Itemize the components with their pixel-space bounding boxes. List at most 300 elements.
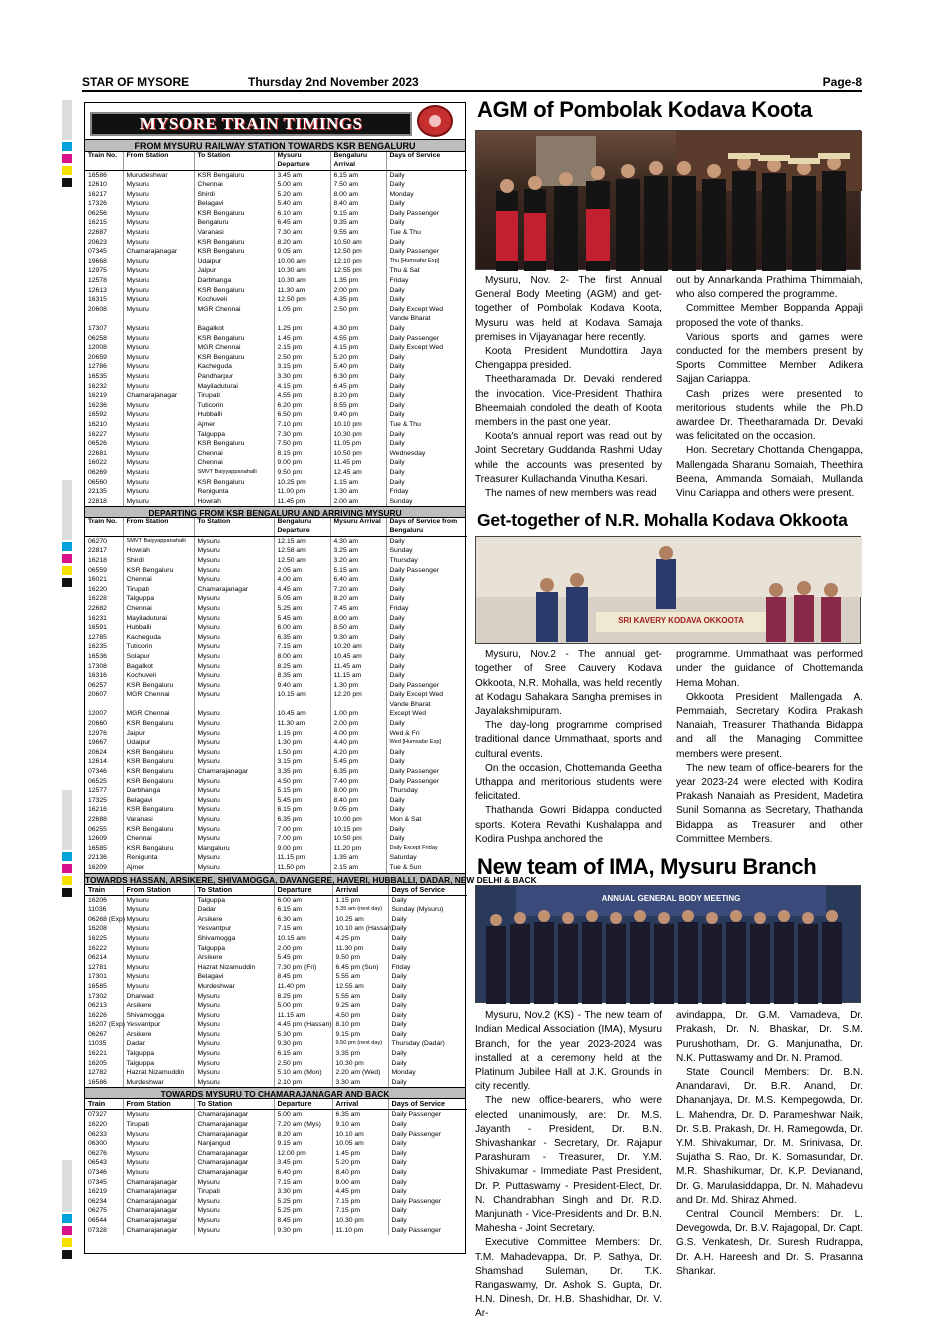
train-cell: Chamarajanagar: [194, 1149, 274, 1159]
train-cell: KSR Bengaluru: [194, 170, 274, 180]
train-cell: Daily Except Wed: [386, 690, 467, 700]
train-cell: 8.45 pm: [274, 972, 332, 982]
train-cell: Mysuru: [194, 1039, 274, 1049]
registration-strip: [62, 100, 72, 140]
train-cell: Yesvantpur: [123, 1020, 194, 1030]
train-cell: Daily: [386, 199, 467, 209]
train-cell: Shivamogga: [194, 934, 274, 944]
train-cell: 20608: [88, 305, 107, 313]
train-cell: Arsikere: [194, 915, 274, 925]
train-cell: Daily: [388, 1078, 467, 1088]
train-cell: 4.25 pm: [332, 934, 388, 944]
train-cell: 2.50 pm: [330, 305, 386, 315]
train-row: [85, 757, 467, 767]
train-cell: 1.15 am: [330, 478, 386, 488]
train-cell: 11.15 am: [274, 1011, 332, 1021]
train-cell: 16220: [88, 1121, 107, 1129]
train-cell: Renigunta: [194, 487, 274, 497]
train-cell: Daily: [386, 218, 467, 228]
train-row: [85, 468, 467, 478]
train-cell: KSR Bengaluru: [123, 748, 194, 758]
train-cell: Thursday (Dadar): [388, 1039, 467, 1049]
train-cell: 2.00 pm: [274, 944, 332, 954]
column-header: Days of Service: [386, 152, 467, 170]
train-cell: Mysuru: [194, 623, 274, 633]
train-row: [85, 1078, 467, 1088]
train-cell: 5.25 pm: [274, 1206, 332, 1216]
train-cell: 10.30 pm: [332, 1059, 388, 1069]
train-row: [85, 924, 467, 934]
train-cell: Daily: [388, 1011, 467, 1021]
article-paragraph: The new team of office-bearers for the year 2023-24 were elected with Kodira Prakash Nanaiah as President, Madetira Sunil Somanna as Secretary, Thathanda Bidappa as Treasurer and other Committee Members.: [676, 762, 863, 845]
train-cell: 10.25 am: [332, 915, 388, 925]
train-cell: Kacheguda: [123, 633, 194, 643]
train-cell: 9.00 pm: [274, 458, 330, 468]
train-cell: Jaipur: [194, 266, 274, 276]
train-cell: Mysuru: [123, 449, 194, 459]
train-cell: 7.40 pm: [330, 777, 386, 787]
article-paragraph: programme. Ummathaat was performed under the guidance of Chottemanda Hema Mohan.: [676, 649, 863, 689]
train-row: [85, 170, 467, 180]
timings-banner: [85, 103, 465, 139]
train-cell: Wed [Humsafar Exp]: [386, 738, 467, 748]
train-cell: 9.35 am: [330, 218, 386, 228]
train-cell: Daily Passenger: [386, 247, 467, 257]
train-row: [85, 614, 467, 624]
train-cell: 22136: [88, 854, 107, 862]
train-cell: 4.40 pm: [330, 738, 386, 748]
train-cell: 5.45 pm: [274, 953, 332, 963]
train-row: [85, 575, 467, 585]
train-cell: 22681: [88, 449, 107, 457]
train-cell: Mysuru: [123, 382, 194, 392]
train-cell: 10.10 pm: [330, 420, 386, 430]
train-cell: 16022: [88, 459, 107, 467]
train-cell: Mysuru: [123, 963, 194, 973]
column-header: Days of Service from Bengaluru: [386, 518, 467, 536]
train-cell: Chamarajanagar: [194, 1120, 274, 1130]
train-cell: 6.35 pm: [330, 767, 386, 777]
train-cell: Mysuru: [194, 556, 274, 566]
train-cell: 8.15 pm: [274, 449, 330, 459]
train-cell: 7.10 pm: [274, 420, 330, 430]
train-cell: Daily: [386, 324, 467, 334]
train-cell: Mysuru: [123, 982, 194, 992]
article-paragraph: Mysuru, Nov.2 - The annual get-together of Sree Cauvery Kodava Okkoota, N.R. Mohalla, was held recently at Kodagu Sahakara Sangha premises in Jayalakshmipuram.: [475, 649, 662, 718]
train-cell: Daily: [386, 614, 467, 624]
article-paragraph: Okkoota President Mallengada A. Pemmaiah, Secretary Kodira Prakash Nanaiah, Treasurer Thathanda Bidappa and all the Managing Committee members were present.: [676, 691, 863, 760]
train-cell: Daily: [388, 1149, 467, 1159]
train-cell: 9.00 am: [332, 1178, 388, 1188]
train-cell: Chamarajanagar: [123, 1216, 194, 1226]
train-cell: Chamarajanagar: [123, 1226, 194, 1236]
train-row: [85, 1001, 467, 1011]
train-cell: 8.20 pm: [330, 391, 386, 401]
train-cell: 06256: [88, 209, 107, 217]
train-cell: 12007: [88, 710, 107, 718]
train-row: [85, 805, 467, 815]
train-cell: Mysuru: [194, 1059, 274, 1069]
column-header: Days of Service: [388, 1099, 467, 1110]
train-cell: 3.45 pm: [274, 1158, 332, 1168]
train-cell: Tirupati: [194, 391, 274, 401]
train-cell: Daily: [386, 536, 467, 546]
train-cell: 11036: [88, 906, 107, 914]
train-cell: 5.00 pm: [274, 1001, 332, 1011]
train-cell: 6.45 am: [274, 218, 330, 228]
train-cell: Chamarajanagar: [194, 1110, 274, 1120]
train-cell: 12786: [88, 363, 107, 371]
train-cell: Daily: [386, 468, 467, 478]
train-cell: Daily: [386, 410, 467, 420]
train-row: [85, 1158, 467, 1168]
train-cell: 6.40 am: [330, 575, 386, 585]
train-cell: Mayiladuturai: [194, 382, 274, 392]
train-cell: 12.50 am: [274, 556, 330, 566]
train-cell: Talguppa: [194, 895, 274, 905]
section-title: TOWARDS HASSAN, ARSIKERE, SHIVAMOGGA, DAVANGERE, HAVERI, HUBBALLI, DADAR, NEW DELHI & BACK: [85, 874, 537, 885]
train-row: [85, 982, 467, 992]
train-cell: 1.45 pm: [332, 1149, 388, 1159]
train-cell: Thursday: [386, 786, 467, 796]
train-cell: KSR Bengaluru: [194, 209, 274, 219]
train-cell: Daily: [386, 757, 467, 767]
train-cell: 12613: [88, 286, 107, 294]
train-row: [85, 458, 467, 468]
train-cell: KSR Bengaluru: [194, 247, 274, 257]
train-cell: Mysuru: [194, 604, 274, 614]
train-cell: Mysuru: [123, 1158, 194, 1168]
train-cell: Talguppa: [123, 594, 194, 604]
train-cell: Howrah: [123, 546, 194, 556]
train-cell: Daily: [386, 439, 467, 449]
train-cell: Sunday: [386, 546, 467, 556]
train-cell: 16586: [88, 1078, 107, 1086]
train-cell: Renigunta: [123, 853, 194, 863]
train-cell: Mysuru: [123, 1139, 194, 1149]
train-cell: 10.10 am (Hassan): [332, 924, 388, 934]
train-cell: 12.55 am: [332, 982, 388, 992]
train-cell: Mysuru: [194, 757, 274, 767]
train-cell: 9.50 pm: [274, 468, 330, 478]
train-row: [85, 1110, 467, 1120]
train-cell: Sunday (Mysuru): [388, 905, 467, 915]
train-cell: Daily: [386, 353, 467, 363]
train-cell: 7.30 am: [274, 228, 330, 238]
train-cell: Mysuru: [123, 478, 194, 488]
issue-date: Thursday 2nd November 2023: [248, 75, 419, 89]
train-cell: Arsikere: [194, 953, 274, 963]
column-header: Train No.: [85, 518, 123, 536]
column-header: Days of Service: [388, 885, 467, 896]
train-cell: 9.30 pm: [274, 1226, 332, 1236]
train-cell: Udaipur: [123, 738, 194, 748]
article-paragraph: On the occasion, Chottemanda Geetha Uthappa and meritorious students were felicitated.: [475, 762, 662, 803]
train-cell: Dharwad: [123, 992, 194, 1002]
train-cell: Chennai: [194, 458, 274, 468]
train-cell: 11.45 pm: [274, 497, 330, 507]
train-cell: 11.05 pm: [330, 439, 386, 449]
page-number: Page-8: [822, 75, 862, 89]
train-cell: 3.30 pm: [274, 1187, 332, 1197]
train-cell: Mysuru: [123, 353, 194, 363]
train-row: [85, 729, 467, 739]
article-paragraph: Cash prizes were presented to meritorious students while the Ph.D awardee Dr. Theetharamada Dr. Devaki was felicitated on the occasion.: [676, 388, 863, 443]
train-cell: Daily: [386, 594, 467, 604]
train-row: [85, 228, 467, 238]
train-cell: 1.00 pm: [330, 709, 386, 719]
train-cell: Kochuveli: [194, 295, 274, 305]
train-cell: 16315: [88, 296, 107, 304]
train-cell: 16586: [88, 171, 107, 179]
train-cell: 12614: [88, 758, 107, 766]
train-cell: 16219: [88, 392, 107, 400]
train-cell: 4.30 pm: [330, 324, 386, 334]
article-paragraph: Thathanda Gowri Bidappa conducted sports. Kotera Revathi Kushalappa and Kodira Pushpa anchored the: [475, 805, 662, 845]
timings-title: MYSORE TRAIN TIMINGS: [139, 114, 363, 133]
train-cell: 07346: [88, 1169, 107, 1176]
train-cell: 7.45 am: [330, 604, 386, 614]
train-cell: Vande Bharat: [386, 314, 467, 324]
train-cell: 7.20 am: [330, 585, 386, 595]
train-cell: Mysuru: [194, 671, 274, 681]
train-cell: Mysuru: [123, 905, 194, 915]
train-cell: Mysuru: [194, 1206, 274, 1216]
train-cell: 20624: [88, 748, 107, 756]
train-cell: Daily: [386, 286, 467, 296]
train-cell: 16592: [88, 411, 107, 419]
train-cell: 10.05 am: [332, 1139, 388, 1149]
train-cell: 3.30 pm: [274, 372, 330, 382]
train-cell: 8.20 am: [274, 238, 330, 248]
train-cell: 5.55 am: [332, 992, 388, 1002]
train-cell: Mysuru: [123, 401, 194, 411]
article-paragraph: Koota President Mundottira Jaya Chengappa presided.: [475, 346, 662, 372]
train-cell: Monday: [386, 190, 467, 200]
train-cell: Daily: [386, 458, 467, 468]
train-cell: 16316: [88, 672, 107, 680]
train-cell: 06525: [88, 777, 107, 785]
train-cell: 16219: [88, 1188, 107, 1196]
train-cell: 7.50 pm: [274, 439, 330, 449]
train-cell: Dadar: [123, 1039, 194, 1049]
train-cell: Tuticorin: [123, 642, 194, 652]
train-cell: 5.40 am: [274, 199, 330, 209]
train-row: [85, 1216, 467, 1226]
train-cell: 10.30 am: [274, 276, 330, 286]
train-row: [85, 362, 467, 372]
train-cell: 6.10 am: [274, 209, 330, 219]
train-cell: 5.30 pm: [274, 1030, 332, 1040]
train-cell: Mysuru: [123, 180, 194, 190]
train-cell: 5.40 pm: [330, 362, 386, 372]
train-cell: Daily: [386, 834, 467, 844]
train-cell: 7.15 pm: [332, 1206, 388, 1216]
train-cell: Daily: [388, 972, 467, 982]
train-cell: 10.15 pm: [330, 825, 386, 835]
train-cell: 8.25 am: [274, 662, 330, 672]
train-cell: 16232: [88, 382, 107, 390]
train-cell: 6.30 pm: [330, 372, 386, 382]
train-cell: 11035: [88, 1040, 107, 1048]
train-row: [85, 497, 467, 507]
train-cell: 07345: [88, 248, 107, 256]
train-row: [85, 767, 467, 777]
train-cell: Mysuru: [194, 748, 274, 758]
train-cell: Mysuru: [123, 199, 194, 209]
train-row: [85, 487, 467, 497]
train-cell: [274, 314, 330, 324]
train-cell: 11.50 pm: [274, 863, 330, 873]
train-cell: Arsikere: [123, 1001, 194, 1011]
train-row: [85, 594, 467, 604]
train-cell: Chennai: [123, 834, 194, 844]
train-cell: 12578: [88, 277, 107, 285]
train-cell: Kochuveli: [123, 671, 194, 681]
train-cell: SMVT Baiyyappanahalli: [194, 468, 274, 478]
train-cell: 4.45 pm (Hassan): [274, 1020, 332, 1030]
train-cell: Daily: [388, 1120, 467, 1130]
train-row: [85, 796, 467, 806]
train-cell: Bagalkot: [123, 662, 194, 672]
train-cell: 07345: [88, 1178, 107, 1186]
train-cell: 12976: [88, 729, 107, 737]
color-registration-marks: [62, 852, 72, 900]
train-cell: 2.15 am: [330, 863, 386, 873]
train-cell: Bengaluru: [194, 218, 274, 228]
train-cell: Chamarajanagar: [123, 247, 194, 257]
train-row: [85, 410, 467, 420]
train-cell: 6.15 am: [330, 170, 386, 180]
column-header: Mysuru Arrival: [330, 518, 386, 536]
train-cell: 22688: [88, 816, 107, 823]
train-cell: 06300: [88, 1140, 107, 1148]
train-cell: Mysuru: [194, 815, 274, 825]
train-row: [85, 834, 467, 844]
train-cell: 16220: [88, 585, 107, 593]
train-cell: 7.15 am: [274, 924, 332, 934]
train-cell: Ajmer: [194, 420, 274, 430]
train-cell: 3.45 am: [274, 170, 330, 180]
train-cell: 8.00 am: [330, 614, 386, 624]
train-cell: Daily Passenger: [386, 209, 467, 219]
train-cell: Tirupati: [123, 585, 194, 595]
train-cell: 1.30 pm: [274, 738, 330, 748]
train-cell: 4.55 pm: [330, 334, 386, 344]
train-cell: 22817: [88, 547, 107, 555]
train-cell: Belagavi: [194, 972, 274, 982]
train-row: [85, 642, 467, 652]
train-row: [85, 604, 467, 614]
train-cell: 16585: [88, 982, 107, 990]
train-cell: Mysuru: [194, 575, 274, 585]
train-cell: 6.00 am: [274, 623, 330, 633]
train-row: [85, 180, 467, 190]
train-cell: Mysuru: [123, 439, 194, 449]
photo-banner-text: ANNUAL GENERAL BODY MEETING: [601, 894, 741, 904]
train-cell: Mysuru: [194, 546, 274, 556]
train-cell: 5.20 pm: [330, 353, 386, 363]
color-registration-marks: [62, 542, 72, 590]
train-cell: 5.45 am: [274, 614, 330, 624]
train-cell: [330, 314, 386, 324]
train-cell: 6.35 am: [274, 633, 330, 643]
train-cell: 4.35 pm: [330, 295, 386, 305]
article-paragraph: out by Annarkanda Prathima Thimmaiah, who also compered the programme.: [676, 275, 863, 301]
train-cell: 12.50 pm: [330, 247, 386, 257]
train-cell: 16585: [88, 844, 107, 852]
train-cell: 22682: [88, 604, 107, 612]
train-cell: KSR Bengaluru: [123, 805, 194, 815]
train-cell: Chamarajanagar: [194, 1130, 274, 1140]
train-cell: 1.30 am: [330, 487, 386, 497]
train-cell: Mysuru: [123, 924, 194, 934]
train-cell: Mysuru: [123, 458, 194, 468]
train-cell: 22818: [88, 497, 107, 505]
train-cell: 5.25 am: [274, 604, 330, 614]
train-row: [85, 662, 467, 672]
train-row: [85, 863, 467, 873]
train-cell: 2.20 am (Wed): [332, 1068, 388, 1078]
column-header: Train No.: [85, 152, 123, 170]
train-cell: Mysuru: [194, 1011, 274, 1021]
train-cell: Shirdi: [123, 556, 194, 566]
train-cell: 06257: [88, 681, 107, 689]
train-cell: 17301: [88, 973, 107, 981]
train-cell: Daily Passenger: [388, 1226, 467, 1236]
train-cell: Arsikere: [123, 1030, 194, 1040]
train-cell: 10.15 am: [274, 934, 332, 944]
train-cell: Belagavi: [194, 199, 274, 209]
train-cell: Bagalkot: [194, 324, 274, 334]
article-paragraph: Koota's annual report was read out by Joint Secretary Guddanda Rashmi Uday while the accounts was presented by Treasurer Kullachanda Vinutha Kesari.: [475, 431, 662, 485]
train-row: [85, 585, 467, 595]
train-cell: 06544: [88, 1216, 107, 1224]
train-cell: 8.20 am: [274, 1130, 332, 1140]
train-cell: Mysuru: [123, 324, 194, 334]
train-row: [85, 266, 467, 276]
train-cell: Daily: [386, 748, 467, 758]
train-cell: MGR Chennai: [123, 690, 194, 700]
train-cell: Chamarajanagar: [194, 585, 274, 595]
section-title: DEPARTING FROM KSR BENGALURU AND ARRIVING MYSURU: [85, 506, 465, 518]
train-row: [85, 343, 467, 353]
train-cell: 5.15 am: [330, 566, 386, 576]
train-row: [85, 895, 467, 905]
train-cell: 5.55 am: [332, 972, 388, 982]
train-row: [85, 401, 467, 411]
train-cell: Daily Passenger: [386, 566, 467, 576]
train-cell: Daily Passenger: [386, 681, 467, 691]
train-cell: 6.35 pm: [274, 815, 330, 825]
train-cell: Hubballi: [194, 410, 274, 420]
train-row: [85, 420, 467, 430]
train-cell: Daily: [386, 362, 467, 372]
train-row: [85, 1139, 467, 1149]
train-cell: KSR Bengaluru: [123, 777, 194, 787]
train-cell: [194, 314, 274, 324]
train-cell: 16591: [88, 624, 107, 632]
train-cell: 16228: [88, 595, 107, 603]
train-row: [85, 738, 467, 748]
train-cell: 4.00 pm: [330, 729, 386, 739]
train-cell: Daily: [388, 944, 467, 954]
train-cell: Mysuru: [194, 1197, 274, 1207]
train-row: [85, 915, 467, 925]
train-cell: 10.20 am: [330, 642, 386, 652]
train-cell: Chamarajanagar: [194, 1158, 274, 1168]
train-cell: Hazrat Nizamuddin: [123, 1068, 194, 1078]
